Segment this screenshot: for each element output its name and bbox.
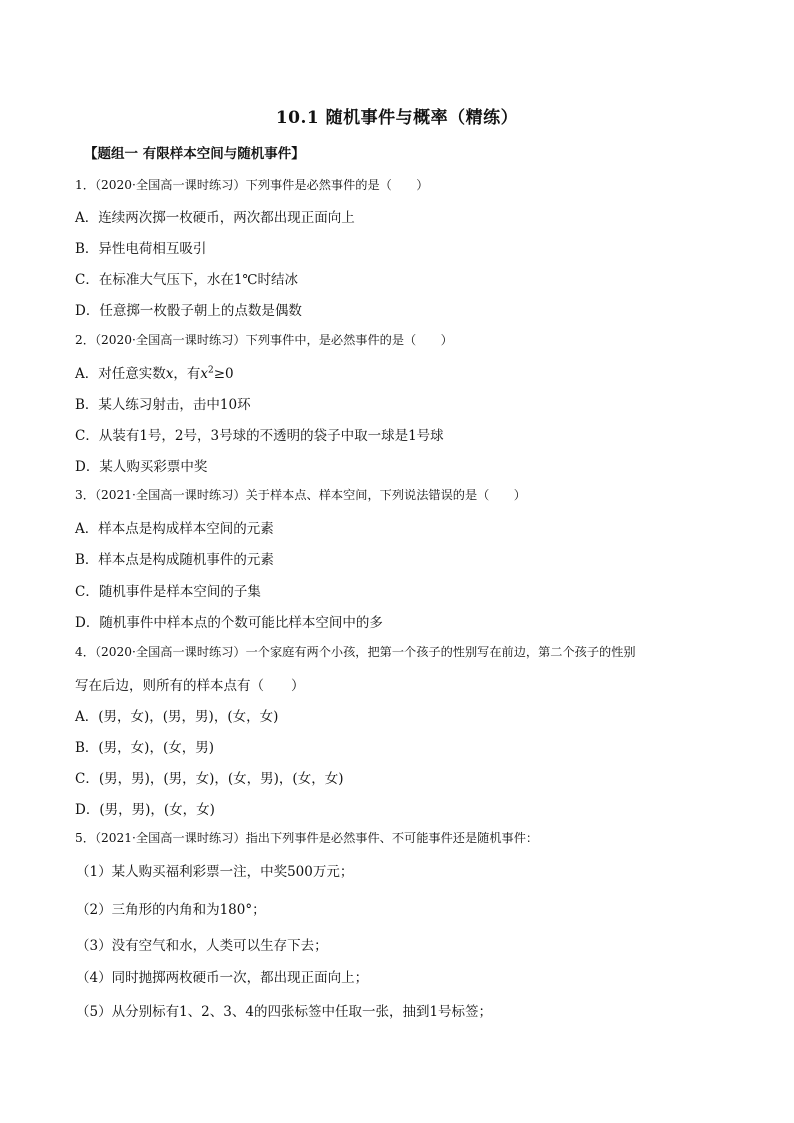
page-title: 10.1 随机事件与概率（精练）	[275, 108, 519, 128]
variable-x: x	[200, 366, 208, 382]
question-2-option-d: D．某人购买彩票中奖	[75, 459, 208, 475]
option-a-text: ，有	[173, 366, 201, 382]
question-3-option-c: C．随机事件是样本空间的子集	[75, 584, 261, 600]
question-5-item-2: （2）三角形的内角和为180°；	[76, 902, 266, 918]
question-2-option-c: C．从装有1号，2号，3号球的不透明的袋子中取一球是1号球	[75, 428, 444, 444]
question-4-option-c: C．(男，男)，(男，女)，(女，男)，(女，女)	[75, 771, 344, 787]
question-4-stem: 4．（2020·全国高一课时练习）一个家庭有两个小孩，把第一个孩子的性别写在前边，第二个孩子的性别	[75, 645, 636, 659]
question-2-stem: 2．（2020·全国高一课时练习）下列事件中，是必然事件的是（ ）	[75, 333, 453, 347]
question-1-option-a: A．连续两次掷一枚硬币，两次都出现正面向上	[75, 210, 355, 226]
question-1-option-c: C．在标准大气压下，水在1℃时结冰	[75, 272, 299, 288]
question-5-item-4: （4）同时抛掷两枚硬币一次，都出现正面向上；	[76, 970, 369, 986]
question-2-option-b: B．某人练习射击，击中10环	[75, 397, 251, 413]
question-3-option-b: B．样本点是构成随机事件的元素	[75, 552, 274, 568]
question-5-item-3: （3）没有空气和水，人类可以生存下去；	[76, 938, 328, 954]
question-5-stem: 5．（2021·全国高一课时练习）指出下列事件是必然事件、不可能事件还是随机事件：	[75, 831, 539, 845]
question-4-stem-continued: 写在后边，则所有的样本点有（ ）	[75, 678, 305, 694]
question-4-option-a: A．(男，女)，(男，男)，(女，女)	[75, 709, 279, 725]
question-3-option-d: D．随机事件中样本点的个数可能比样本空间中的多	[75, 615, 383, 631]
question-1-stem: 1．（2020·全国高一课时练习）下列事件是必然事件的是（ ）	[75, 178, 429, 192]
variable-x: x	[165, 366, 174, 382]
question-2-option-a	[75, 362, 234, 382]
group-heading: 【题组一 有限样本空间与随机事件】	[84, 146, 305, 162]
question-1-option-b: B．异性电荷相互吸引	[75, 241, 207, 257]
question-3-option-a: A．样本点是构成样本空间的元素	[75, 521, 274, 537]
question-1-option-d: D．任意掷一枚骰子朝上的点数是偶数	[75, 303, 302, 319]
option-a-text: A．对任意实数	[75, 366, 166, 382]
question-4-option-b: B．(男，女)，(女，男)	[75, 740, 214, 756]
question-4-option-d: D．(男，男)，(女，女)	[75, 802, 215, 818]
question-3-stem: 3．（2021·全国高一课时练习）关于样本点、样本空间，下列说法错误的是（ ）	[75, 488, 526, 502]
exponent: 2	[208, 365, 214, 376]
question-5-item-5: （5）从分别标有1、2、3、4的四张标签中任取一张，抽到1号标签；	[76, 1004, 493, 1020]
question-5-item-1: （1）某人购买福利彩票一注，中奖500万元；	[76, 864, 354, 880]
option-a-text: ≥0	[213, 366, 234, 382]
